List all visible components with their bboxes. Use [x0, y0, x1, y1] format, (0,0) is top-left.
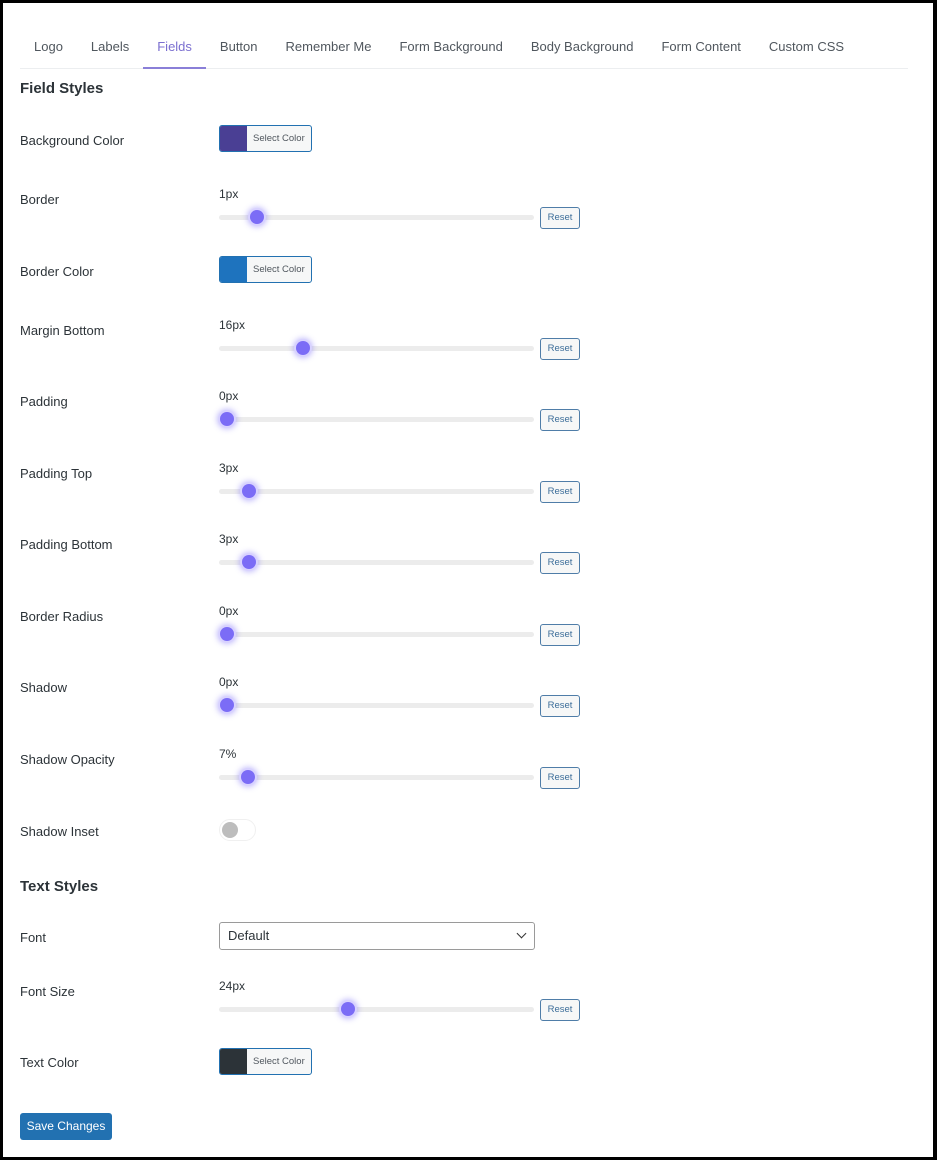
- padding-bottom-slider[interactable]: [219, 560, 534, 565]
- font-label: Font: [20, 930, 47, 945]
- tab-labels[interactable]: Labels: [90, 39, 130, 54]
- color-swatch: [220, 257, 247, 282]
- font-size-reset-button[interactable]: Reset: [540, 999, 580, 1021]
- border-label: Border: [20, 192, 60, 207]
- slider-thumb[interactable]: [296, 341, 310, 355]
- border-reset-button[interactable]: Reset: [540, 207, 580, 229]
- padding-bottom-label: Padding Bottom: [20, 537, 113, 552]
- shadow-opacity-slider[interactable]: [219, 775, 534, 780]
- field-styles-heading: Field Styles: [20, 80, 104, 97]
- padding-top-label: Padding Top: [20, 466, 93, 481]
- padding-top-reset-button[interactable]: Reset: [540, 481, 580, 503]
- border-slider[interactable]: [219, 215, 534, 220]
- padding-top-slider[interactable]: [219, 489, 534, 494]
- font-size-slider[interactable]: [219, 1007, 534, 1012]
- text-color-picker[interactable]: [219, 1048, 312, 1075]
- settings-panel: [3, 3, 933, 1157]
- font-select[interactable]: [219, 922, 535, 950]
- tab-logo[interactable]: Logo: [34, 39, 63, 54]
- tab-fields[interactable]: Fields: [143, 37, 206, 68]
- slider-thumb[interactable]: [242, 484, 256, 498]
- padding-value: 0px: [219, 389, 239, 403]
- margin-bottom-slider[interactable]: [219, 346, 534, 351]
- slider-thumb[interactable]: [220, 627, 234, 641]
- border-radius-label: Border Radius: [20, 609, 104, 624]
- border-radius-slider[interactable]: [219, 632, 534, 637]
- select-color-label: Select Color: [253, 133, 305, 144]
- text-styles-heading: Text Styles: [20, 878, 99, 895]
- slider-thumb[interactable]: [220, 698, 234, 712]
- shadow-reset-button[interactable]: Reset: [540, 695, 580, 717]
- shadow-inset-label: Shadow Inset: [20, 824, 99, 839]
- shadow-label: Shadow: [20, 680, 67, 695]
- border-radius-reset-button[interactable]: Reset: [540, 624, 580, 646]
- slider-thumb[interactable]: [241, 770, 255, 784]
- tab-bar: [20, 37, 908, 69]
- shadow-inset-toggle[interactable]: [219, 819, 256, 841]
- tab-button[interactable]: Button: [219, 39, 258, 54]
- slider-thumb[interactable]: [341, 1002, 355, 1016]
- background-color-label: Background Color: [20, 133, 125, 148]
- border-color-label: Border Color: [20, 264, 94, 279]
- shadow-opacity-label: Shadow Opacity: [20, 752, 115, 767]
- tab-remember-me[interactable]: Remember Me: [285, 39, 372, 54]
- background-color-picker[interactable]: [219, 125, 312, 152]
- slider-thumb[interactable]: [242, 555, 256, 569]
- font-size-label: Font Size: [20, 984, 75, 999]
- font-size-value: 24px: [219, 979, 246, 993]
- slider-thumb[interactable]: [220, 412, 234, 426]
- tab-form-content[interactable]: Form Content: [661, 39, 741, 54]
- select-color-label: Select Color: [253, 1056, 305, 1067]
- tab-form-background[interactable]: Form Background: [399, 39, 503, 54]
- margin-bottom-reset-button[interactable]: Reset: [540, 338, 580, 360]
- shadow-slider[interactable]: [219, 703, 534, 708]
- text-color-label: Text Color: [20, 1055, 79, 1070]
- border-radius-value: 0px: [219, 604, 239, 618]
- save-changes-button[interactable]: Save Changes: [20, 1113, 112, 1140]
- padding-label: Padding: [20, 394, 68, 409]
- shadow-opacity-value: 7%: [219, 747, 237, 761]
- padding-reset-button[interactable]: Reset: [540, 409, 580, 431]
- font-select-value: Default: [228, 928, 270, 943]
- padding-bottom-reset-button[interactable]: Reset: [540, 552, 580, 574]
- border-color-picker[interactable]: [219, 256, 312, 283]
- padding-slider[interactable]: [219, 417, 534, 422]
- margin-bottom-value: 16px: [219, 318, 246, 332]
- color-swatch: [220, 1049, 247, 1074]
- chevron-down-icon: [517, 929, 527, 939]
- shadow-opacity-reset-button[interactable]: Reset: [540, 767, 580, 789]
- padding-top-value: 3px: [219, 461, 239, 475]
- padding-bottom-value: 3px: [219, 532, 239, 546]
- shadow-value: 0px: [219, 675, 239, 689]
- color-swatch: [220, 126, 247, 151]
- slider-thumb[interactable]: [250, 210, 264, 224]
- tab-custom-css[interactable]: Custom CSS: [768, 39, 845, 54]
- tab-body-background[interactable]: Body Background: [530, 39, 634, 54]
- margin-bottom-label: Margin Bottom: [20, 323, 105, 338]
- border-value: 1px: [219, 187, 239, 201]
- select-color-label: Select Color: [253, 264, 305, 275]
